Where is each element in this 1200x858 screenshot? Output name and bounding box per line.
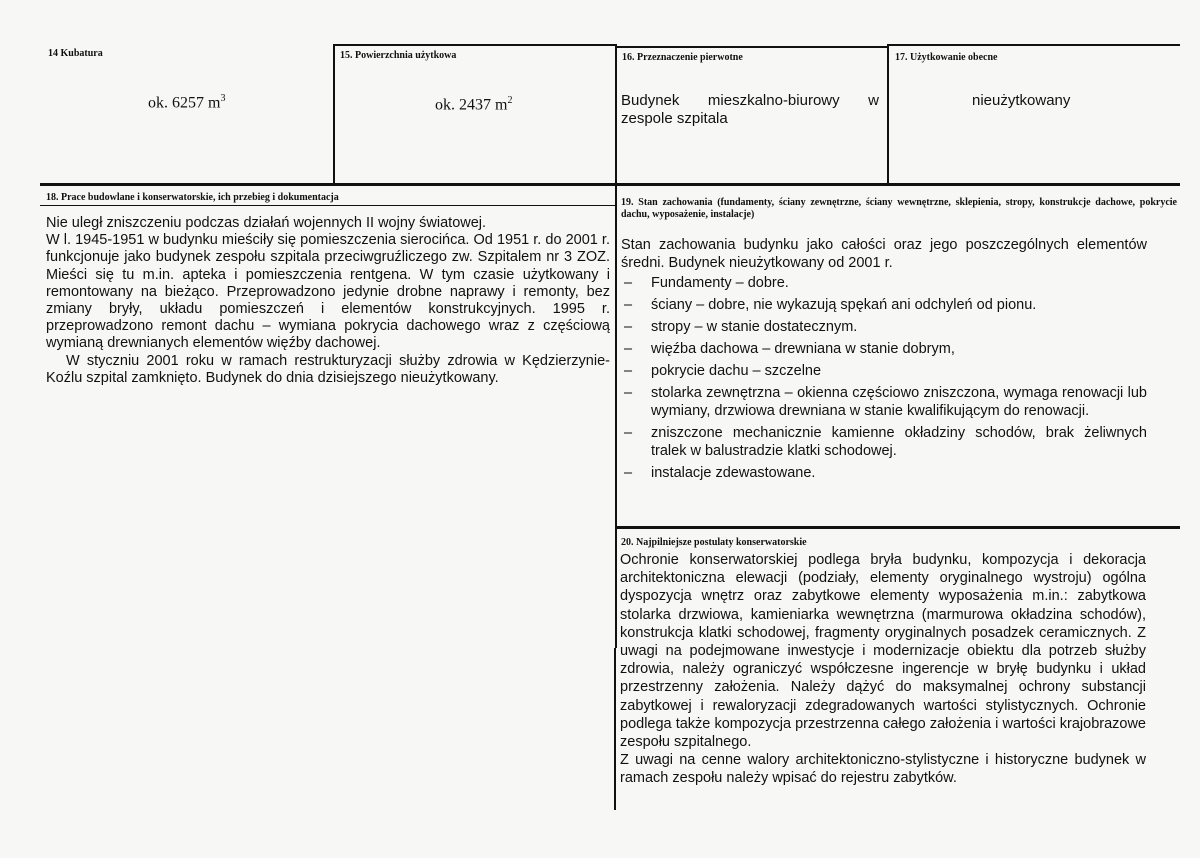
uzytkowanie-value: nieużytkowany: [972, 92, 1071, 109]
postulaty-paragraph: Z uwagi na cenne walory architektoniczno-stylistyczne i historyczne budynek w ramach zespołu należy wpisać do rejestru zabytków.: [620, 752, 1146, 787]
row1-top-border-c: [888, 44, 1180, 46]
stan-item: – stolarka zewnętrzna – okienna częściowo zniszczona, wymaga renowacji lub wymiany, drzwiowa drewniana w stanie kwalifikującym do renowacji.: [621, 384, 1147, 420]
kubatura-unit-sup: 3: [220, 93, 226, 104]
stan-item: – pokrycie dachu – szczelne: [621, 362, 1147, 380]
row3-top-border: [616, 526, 1180, 529]
postulaty-text: [620, 551, 1146, 788]
powierzchnia-unit-sup: 2: [507, 95, 513, 106]
stan-list: [621, 274, 1147, 482]
stan-item: – ściany – dobre, nie wykazują spękań ani odchyleń od pionu.: [621, 296, 1147, 314]
postulaty-paragraph: Ochronie konserwatorskiej podlega bryła budynku, kompozycja i dekoracja architektoniczna elewacji (podziały, elementy oryginalnego wystroju) ogólna dyspozycja wnętrz oraz zabytkowe elementy wyposażenia m.in.: zabytkowa stolarka drzwiowa, kamieniarka wewnętrzna (marmurowa okładzina schodów), konstrukcja klatki schodowej, fragmenty oryginalnych posadzek ceramicznych. Z uwagi na podejmowane inwestycje i modernizacje obiektu dla potrzeb służby zdrowia, należy ograniczyć współczesne ingerencje w bryłę budynku i układ przestrzenny założenia. Należy dążyć do maksymalnej ochrony substancji zabytkowej i rewaloryzacji zdegradowanych wartości stylistycznych. Ochronie podlega także kompozycja przestrzenna całego założenia i wartości krajobrazowe zespołu szpitalnego.: [620, 552, 1146, 751]
row2-sub-border-left: [40, 205, 615, 206]
uzytkowanie-header: 17. Użytkowanie obecne: [895, 52, 998, 63]
stan-item: – więźba dachowa – drewniana w stanie dobrym,: [621, 340, 1147, 358]
stan-text: [621, 236, 1147, 486]
stan-intro: Stan zachowania budynku jako całości oraz jego poszczególnych elementów średni. Budynek nieużytkowany od 2001 r.: [621, 237, 1147, 271]
przeznaczenie-value: Budynek mieszkalno-biurowy w zespole szpitala: [621, 92, 879, 127]
powierzchnia-header: 15. Powierzchnia użytkowa: [340, 50, 457, 61]
stan-item: – stropy – w stanie dostatecznym.: [621, 318, 1147, 336]
przeznaczenie-header: 16. Przeznaczenie pierwotne: [622, 52, 743, 63]
divider-1-2: [333, 44, 335, 184]
powierzchnia-number: ok. 2437 m: [435, 96, 508, 114]
divider-postulaty: [614, 648, 616, 810]
stan-item: – zniszczone mechanicznie kamienne okładziny schodów, brak żeliwnych tralek w balustradzie klatki schodowej.: [621, 424, 1147, 460]
row1-bottom-border: [40, 183, 1180, 186]
kubatura-number: ok. 6257 m: [148, 94, 221, 112]
divider-2-3: [615, 44, 617, 648]
prace-text: [46, 215, 610, 387]
postulaty-header: 20. Najpilniejsze postulaty konserwatorskie: [621, 537, 807, 548]
stan-item: – Fundamenty – dobre.: [621, 274, 1147, 292]
row1-top-border-b: [616, 46, 888, 48]
prace-header: 18. Prace budowlane i konserwatorskie, ich przebieg i dokumentacja: [46, 192, 339, 203]
kubatura-header: 14 Kubatura: [48, 48, 103, 59]
powierzchnia-value: [435, 95, 512, 114]
stan-item: – instalacje zdewastowane.: [621, 464, 1147, 482]
kubatura-value: [148, 93, 225, 112]
stan-header: 19. Stan zachowania (fundamenty, ściany zewnętrzne, ściany wewnętrzne, sklepienia, stropy, konstrukcje dachowe, pokrycie dachu, wyposażenie, instalacje): [621, 197, 1177, 220]
divider-3-4: [887, 44, 889, 184]
prace-paragraph: Nie uległ zniszczeniu podczas działań wojennych II wojny światowej.: [46, 215, 487, 231]
row1-top-border-a: [333, 44, 615, 46]
prace-paragraph: W styczniu 2001 roku w ramach restrukturyzacji służby zdrowia w Kędzierzynie-Koźlu szpital zamknięto. Budynek do dnia dzisiejszego nieużytkowany.: [46, 352, 610, 386]
prace-paragraph: W l. 1945-1951 w budynku mieściły się pomieszczenia sierocińca. Od 1951 r. do 2001 r. funkcjonuje jako budynek zespołu szpitala przeciwgruźliczego zw. Szpitalem nr 3 ZOZ. Mieści się tu m.in. apteka i pomieszczenia rentgena. W tym czasie użytkowany i remontowany na bieżąco. Przeprowadzono jedynie drobne naprawy i remonty, bez zmiany bryły, układu pomieszczeń i elementów konstrukcyjnych. 1995 r. przeprowadzono remont dachu – wymiana pokrycia dachowego wraz z częściową wymianą drewnianych elementów więźby dachowej.: [46, 232, 610, 352]
